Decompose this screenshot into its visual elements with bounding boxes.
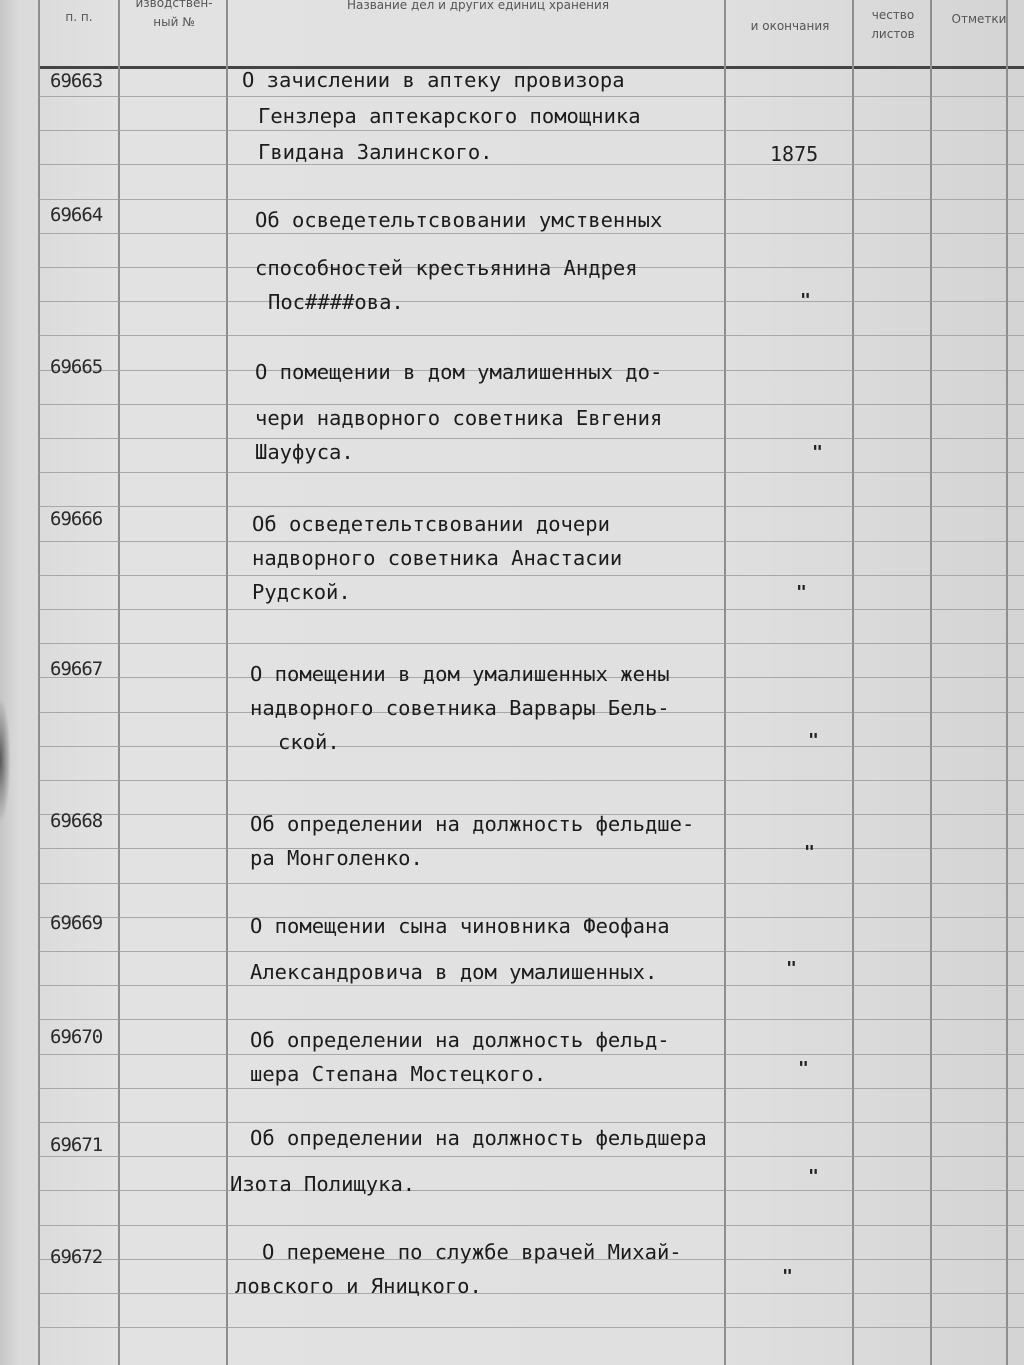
ruled-line	[38, 951, 1024, 952]
header-col-notes: Отметки	[951, 12, 1007, 26]
entry-title-line: Гензлера аптекарского помощника	[258, 104, 641, 128]
entry-ditto-mark: "	[796, 582, 807, 603]
column-line	[930, 0, 932, 1365]
entry-title-line: О помещении сына чиновника Феофана	[250, 914, 670, 938]
entry-title-line: Александровича в дом умалишенных.	[250, 960, 658, 984]
entry-number: 69664	[50, 204, 103, 226]
entry-title-line: ской.	[278, 730, 340, 754]
header-col-sheets-line2: листов	[871, 27, 915, 41]
ruled-line	[38, 848, 1024, 849]
ruled-line	[38, 1122, 1024, 1123]
entry-number: 69668	[50, 810, 103, 832]
ruled-line	[38, 1190, 1024, 1191]
entry-title-line: О перемене по службе врачей Михай-	[262, 1240, 682, 1264]
ruled-line	[38, 130, 1024, 131]
header-col-num: п. п.	[65, 10, 93, 24]
entry-number: 69663	[50, 70, 103, 92]
entry-ditto-mark: "	[804, 842, 815, 863]
column-line	[38, 0, 40, 1365]
entry-number: 69671	[50, 1134, 103, 1156]
entry-title-line: О помещении в дом умалишенных до-	[255, 360, 663, 384]
ruled-line	[38, 1293, 1024, 1294]
entry-title-line: Об определении на должность фельд-	[250, 1028, 670, 1052]
entry-title-line: Об определении на должность фельдше-	[250, 812, 695, 836]
column-line	[226, 0, 228, 1365]
ruled-line	[38, 985, 1024, 986]
ruled-line	[38, 164, 1024, 165]
ruled-line	[38, 335, 1024, 336]
entry-title-line: надворного советника Анастасии	[252, 546, 623, 570]
entry-number: 69669	[50, 912, 103, 934]
entry-title-line: Гвидана Залинского.	[258, 140, 493, 164]
header-col-title: Название дел и других единиц хранения	[346, 0, 610, 12]
header-col-sheets	[856, 6, 930, 70]
entry-title-line: Шауфуса.	[255, 440, 354, 464]
ruled-line	[38, 746, 1024, 747]
column-line	[724, 0, 726, 1365]
entry-title-line: Об осведетельтсвовании дочери	[252, 512, 610, 536]
column-line	[852, 0, 854, 1365]
entry-title-line: ра Монголенко.	[250, 846, 423, 870]
ruled-line	[38, 301, 1024, 302]
entry-title-line: О зачислении в аптеку провизора	[242, 68, 625, 92]
ruled-line	[38, 1019, 1024, 1020]
entry-ditto-mark: "	[800, 290, 811, 311]
entry-date: 1875	[770, 142, 819, 166]
header-col-sheets-line1: чество	[871, 8, 915, 22]
entry-ditto-mark: "	[808, 730, 819, 751]
ruled-line	[38, 575, 1024, 576]
entry-ditto-mark: "	[786, 958, 797, 979]
column-line	[1006, 0, 1008, 1365]
entry-title-line: Изота Полищука.	[230, 1172, 416, 1196]
ruled-line	[38, 96, 1024, 97]
entry-title-line: ловского и Яницкого.	[235, 1274, 482, 1298]
ruled-line	[38, 643, 1024, 644]
entry-title-line: надворного советника Варвары Бель-	[250, 696, 670, 720]
entry-title-line: Об осведетельтсвовании умственных	[255, 208, 663, 232]
entry-number: 69665	[50, 356, 103, 378]
entry-title-line: Пос####ова.	[268, 290, 404, 314]
ruled-line	[38, 472, 1024, 473]
ruled-line	[38, 1088, 1024, 1089]
entry-ditto-mark: "	[798, 1058, 809, 1079]
binding-shadow	[0, 700, 10, 820]
entry-number: 69666	[50, 508, 103, 530]
entry-title-line: О помещении в дом умалишенных жены	[250, 662, 670, 686]
entry-title-line: чери надворного советника Евгения	[255, 406, 663, 430]
ruled-line	[38, 1225, 1024, 1226]
ruled-line	[38, 199, 1024, 200]
entry-ditto-mark: "	[812, 442, 823, 463]
entry-number: 69667	[50, 658, 103, 680]
ruled-line	[38, 1054, 1024, 1055]
ruled-line	[38, 506, 1024, 507]
ruled-line	[38, 438, 1024, 439]
entry-ditto-mark: "	[808, 1166, 819, 1187]
header-col-proc-line1: изводствен-	[135, 0, 213, 10]
header-col-proc-line2: ный №	[153, 15, 195, 29]
header-col-dates: и окончания	[750, 19, 830, 33]
entry-number: 69670	[50, 1026, 103, 1048]
ruled-line	[38, 1327, 1024, 1328]
ruled-line	[38, 404, 1024, 405]
header-col-proc	[122, 0, 226, 58]
ruled-line	[38, 1156, 1024, 1157]
entry-title-line: Об определении на должность фельдшера	[250, 1126, 707, 1150]
ruled-line	[38, 609, 1024, 610]
entry-title-line: Рудской.	[252, 580, 351, 604]
ruled-line	[38, 233, 1024, 234]
entry-ditto-mark: "	[782, 1266, 793, 1287]
ruled-line	[38, 883, 1024, 884]
entry-title-line: шера Степана Мостецкого.	[250, 1062, 547, 1086]
entry-number: 69672	[50, 1246, 103, 1268]
entry-title-line: способностей крестьянина Андрея	[255, 256, 638, 280]
ruled-line	[38, 541, 1024, 542]
ruled-line	[38, 780, 1024, 781]
